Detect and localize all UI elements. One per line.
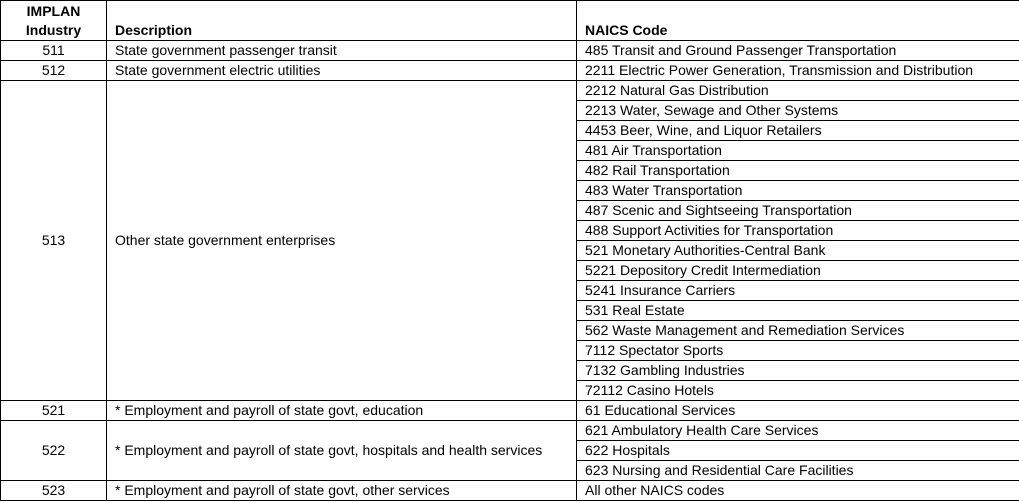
header-description: Description <box>107 1 577 41</box>
naics-code-cell: 562 Waste Management and Remediation Services <box>577 321 1019 341</box>
table-row <box>1 481 1019 501</box>
description-cell: State government electric utilities <box>107 61 577 81</box>
naics-code-cell: 483 Water Transportation <box>577 181 1019 201</box>
table-row <box>1 401 1019 421</box>
naics-code-cell: 531 Real Estate <box>577 301 1019 321</box>
naics-code-cell: 5241 Insurance Carriers <box>577 281 1019 301</box>
naics-code-cell: All other NAICS codes <box>577 481 1019 501</box>
naics-code-cell: 7112 Spectator Sports <box>577 341 1019 361</box>
implan-industry-cell: 511 <box>1 41 107 61</box>
implan-industry-cell: 513 <box>1 81 107 401</box>
naics-code-cell: 72112 Casino Hotels <box>577 381 1019 401</box>
description-cell: * Employment and payroll of state govt, education <box>107 401 577 421</box>
naics-code-cell: 485 Transit and Ground Passenger Transportation <box>577 41 1019 61</box>
naics-code-cell: 5221 Depository Credit Intermediation <box>577 261 1019 281</box>
naics-code-cell: 623 Nursing and Residential Care Facilities <box>577 461 1019 481</box>
naics-code-cell: 521 Monetary Authorities-Central Bank <box>577 241 1019 261</box>
implan-industry-cell: 522 <box>1 421 107 481</box>
description-cell: * Employment and payroll of state govt, hospitals and health services <box>107 421 577 481</box>
table-row <box>1 421 1019 441</box>
implan-industry-cell: 523 <box>1 481 107 501</box>
naics-code-cell: 2212 Natural Gas Distribution <box>577 81 1019 101</box>
table-row <box>1 61 1019 81</box>
header-row <box>1 1 1019 41</box>
description-cell: Other state government enterprises <box>107 81 577 401</box>
naics-code-cell: 7132 Gambling Industries <box>577 361 1019 381</box>
naics-code-cell: 482 Rail Transportation <box>577 161 1019 181</box>
table-row <box>1 41 1019 61</box>
header-implan-industry: IMPLAN Industry <box>1 1 107 41</box>
naics-code-cell: 61 Educational Services <box>577 401 1019 421</box>
naics-code-cell: 4453 Beer, Wine, and Liquor Retailers <box>577 121 1019 141</box>
description-cell: * Employment and payroll of state govt, other services <box>107 481 577 501</box>
naics-code-cell: 2211 Electric Power Generation, Transmission and Distribution <box>577 61 1019 81</box>
naics-code-cell: 488 Support Activities for Transportation <box>577 221 1019 241</box>
header-naics-code: NAICS Code <box>577 1 1019 41</box>
description-cell: State government passenger transit <box>107 41 577 61</box>
naics-code-cell: 621 Ambulatory Health Care Services <box>577 421 1019 441</box>
table-body <box>1 41 1019 501</box>
naics-code-cell: 622 Hospitals <box>577 441 1019 461</box>
implan-industry-cell: 521 <box>1 401 107 421</box>
implan-industry-cell: 512 <box>1 61 107 81</box>
naics-code-cell: 2213 Water, Sewage and Other Systems <box>577 101 1019 121</box>
table-row <box>1 81 1019 101</box>
naics-code-cell: 487 Scenic and Sightseeing Transportation <box>577 201 1019 221</box>
naics-code-cell: 481 Air Transportation <box>577 141 1019 161</box>
